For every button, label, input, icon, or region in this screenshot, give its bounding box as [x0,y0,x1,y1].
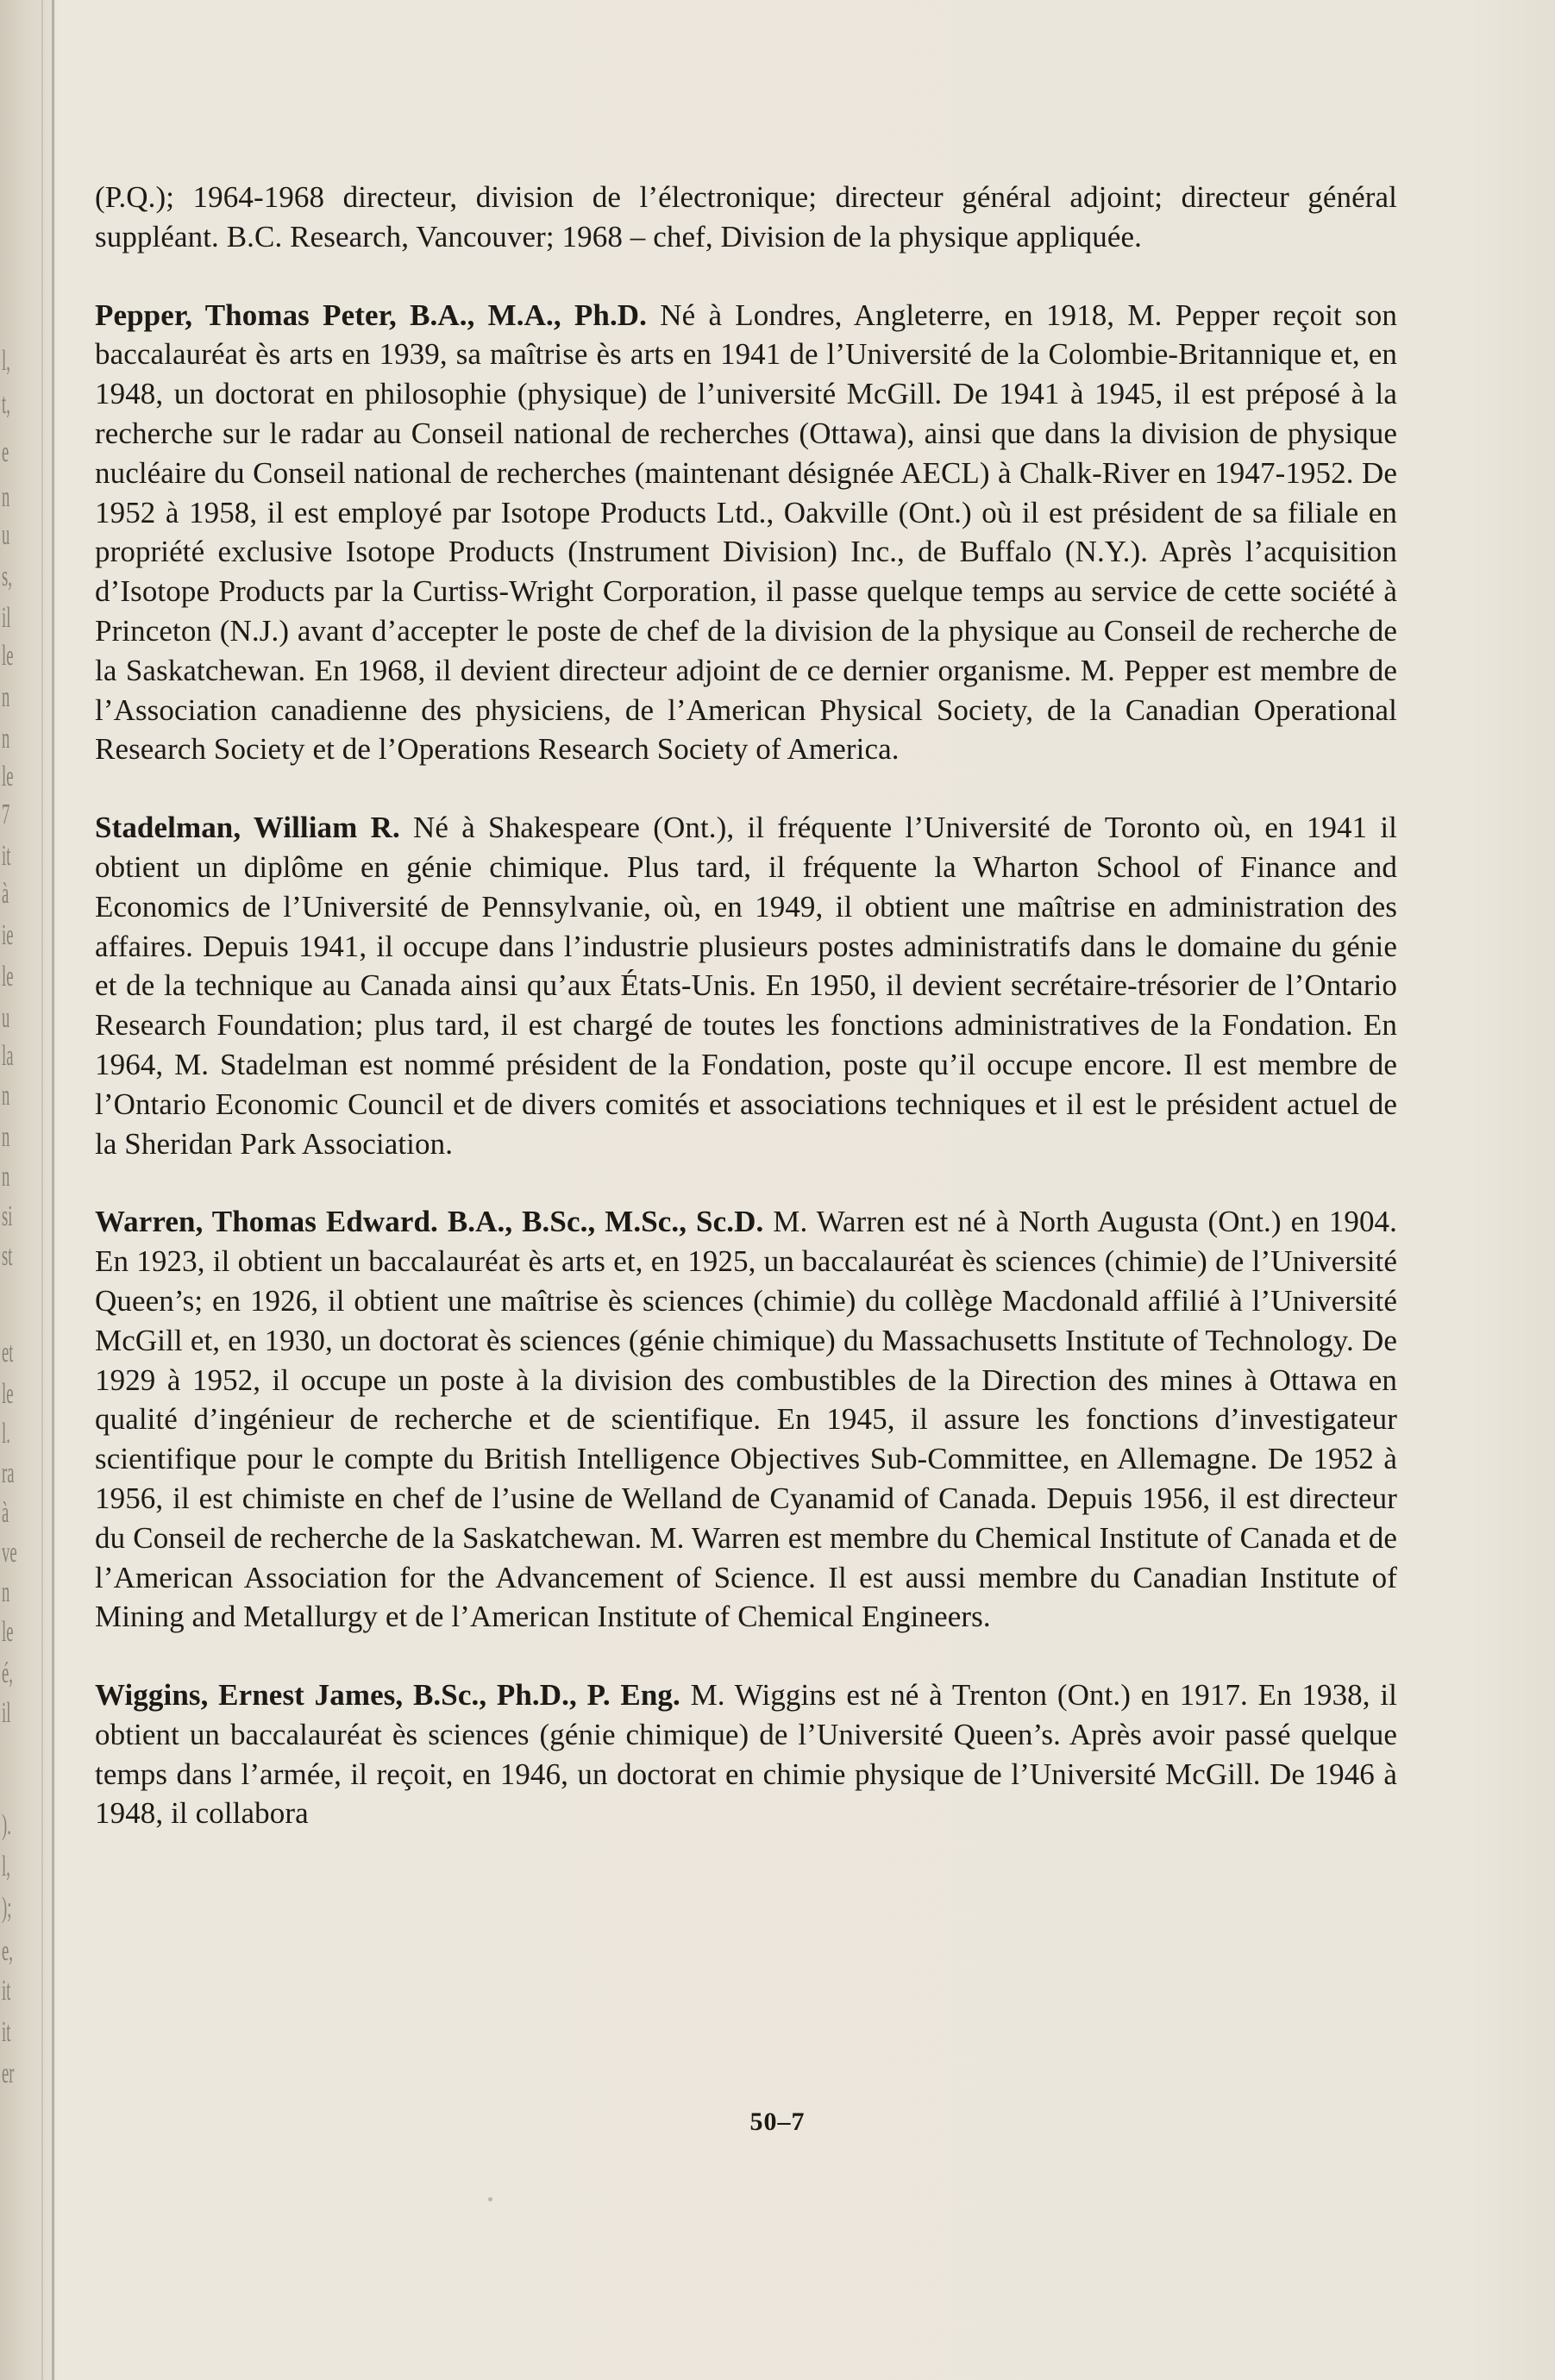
entry-text: Né à Londres, Angleterre, en 1918, M. Pepper reçoit son baccalauréat ès arts en 1939, sa maîtrise ès arts en 1941 de l’Université de la Colombie-Britannique et, en 1948, un doctorat en philosophie (physique) de l’université McGill. De 1941 à 1945, il est préposé à la recherche sur le radar au Conseil national de recherches (Ottawa), ainsi que dans la division de physique nucléaire du Conseil national de recherches (maintenant désignée AECL) à Chalk-River en 1947-1952. De 1952 à 1958, il est employé par Isotope Products Ltd., Oakville (Ont.) où il est président de sa filiale en propriété exclusive Isotope Products (Instrument Division) Inc., de Buffalo (N.Y.). Après l’acquisition d’Isotope Products par la Curtiss-Wright Corporation, il passe quelque temps au service de cette société à Princeton (N.J.) avant d’accepter le poste de chef de la division de la physique au Conseil de recherche de la Saskatchewan. En 1968, il devient directeur adjoint de ce dernier organisme. M. Pepper est membre de l’Association canadienne des physiciens, de l’American Physical Society, de la Canadian Operational Research Society et de l’Operations Research Society of America. [95,298,1397,767]
bleed-char: e, [2,1935,13,1967]
bleed-char: it [2,840,11,872]
bleed-char: l, [2,345,10,377]
entry-name: Wiggins, Ernest James, B.Sc., Ph.D., P. Eng. [95,1678,680,1713]
bleed-char: ie [2,919,14,951]
bio-entry-wiggins [95,1675,1397,1833]
page-number: 50–7 [749,2108,806,2136]
bio-entry-stadelman [95,808,1397,1163]
bleed-char: il [2,1697,11,1729]
entry-name: Warren, Thomas Edward. B.A., B.Sc., M.Sc., Sc.D. [95,1205,764,1239]
bleed-char: it [2,1975,11,2007]
bleed-char: à [2,1497,9,1529]
bleed-char: ). [2,1809,11,1841]
page-body-text [95,178,1397,1872]
bleed-char: er [2,2057,15,2089]
entry-name: Stadelman, William R. [95,811,400,845]
bleed-char: et [2,1337,14,1368]
bleed-char: e [2,436,9,468]
bleed-char: u [2,519,10,551]
bleed-char: ); [2,1892,12,1924]
bleed-char: n [2,1576,10,1608]
bleed-char: n [2,1121,10,1153]
bleed-char: n [2,723,10,755]
entry-text: (P.Q.); 1964-1968 directeur, division de l’électronique; directeur général adjoint; directeur général suppléant. B.C. Research, Vancouver; 1968 – chef, Division de la physique appliquée. [95,180,1397,254]
bleed-char: t, [2,388,10,420]
bleed-char: it [2,2016,11,2048]
bleed-char: n [2,681,10,713]
bleed-char: la [2,1040,14,1072]
bleed-char: le [2,1616,14,1648]
binding-shadow-line [41,0,43,2380]
bleed-char: s, [2,561,12,592]
bleed-char: le [2,761,14,792]
bleed-char: ve [2,1537,17,1569]
bleed-char: il [2,602,11,634]
bleed-char: n [2,1080,10,1112]
bio-entry-pepper [95,296,1397,770]
bleed-char: u [2,1002,10,1034]
bleed-char: ra [2,1457,15,1489]
binding-fold-line [52,0,54,2380]
paragraph-continuation [95,178,1397,257]
entry-text: Né à Shakespeare (Ont.), il fréquente l’Université de Toronto où, en 1941 il obtient un diplôme en génie chimique. Plus tard, il fréquente la Wharton School of Finance and Economics de l’Université de Pennsylvanie, où, en 1949, il obtient une maîtrise en administration des affaires. Depuis 1941, il occupe dans l’industrie plusieurs postes administratifs dans le domaine du génie et de la technique au Canada ainsi qu’aux États-Unis. En 1950, il devient secrétaire-trésorier de l’Ontario Research Foundation; plus tard, il est chargé de toutes les fonctions administratives de la Fondation. En 1964, M. Stadelman est nommé président de la Fondation, poste qu’il occupe encore. Il est membre de l’Ontario Economic Council et de divers comités et associations techniques et il est le président actuel de la Sheridan Park Association. [95,811,1397,1161]
bleed-char: à [2,878,9,910]
entry-text: M. Wiggins est né à Trenton (Ont.) en 1917. En 1938, il obtient un baccalauréat ès sciences (génie chimique) de l’Université Queen’s. Après avoir passé quelque temps dans l’armée, il reçoit, en 1946, un doctorat en chimie physique de l’Université McGill. De 1946 à 1948, il collabora [95,1678,1397,1831]
bleed-char: le [2,640,14,672]
paper-speck [488,2197,492,2202]
bleed-char: n [2,481,10,513]
bleed-char: 7 [2,799,10,830]
bleed-char: l. [2,1418,10,1450]
bleed-char: si [2,1200,13,1232]
bleed-char: le [2,1378,14,1410]
bleed-char: é, [2,1657,13,1689]
bio-entry-warren [95,1202,1397,1637]
bleed-char: l, [2,1851,10,1882]
bleed-char: le [2,961,14,993]
bleed-char: n [2,1161,10,1193]
entry-text: M. Warren est né à North Augusta (Ont.) en 1904. En 1923, il obtient un baccalauréat ès arts et, en 1925, un baccalauréat ès sciences (chimie) de l’Université Queen’s; en 1926, il obtient une maîtrise ès sciences (chimie) du collège Macdonald affilié à l’Université McGill et, en 1930, un doctorat ès sciences (génie chimique) du Massachusetts Institute of Technology. De 1929 à 1952, il occupe un poste à la division des combustibles de la Direction des mines à Ottawa en qualité d’ingénieur de recherche et de scientifique. En 1945, il assure les fonctions d’investigateur scientifique pour le compte du British Intelligence Objectives Sub-Committee, en Allemagne. De 1952 à 1956, il est chimiste en chef de l’usine de Welland de Cyanamid of Canada. Depuis 1956, il est directeur du Conseil de recherche de la Saskatchewan. M. Warren est membre du Chemical Institute of Canada et de l’American Association for the Advancement of Science. Il est aussi membre du Canadian Institute of Mining and Metallurgy et de l’American Institute of Chemical Engineers. [95,1205,1397,1634]
bleed-char: st [2,1240,13,1272]
entry-name: Pepper, Thomas Peter, B.A., M.A., Ph.D. [95,298,648,332]
